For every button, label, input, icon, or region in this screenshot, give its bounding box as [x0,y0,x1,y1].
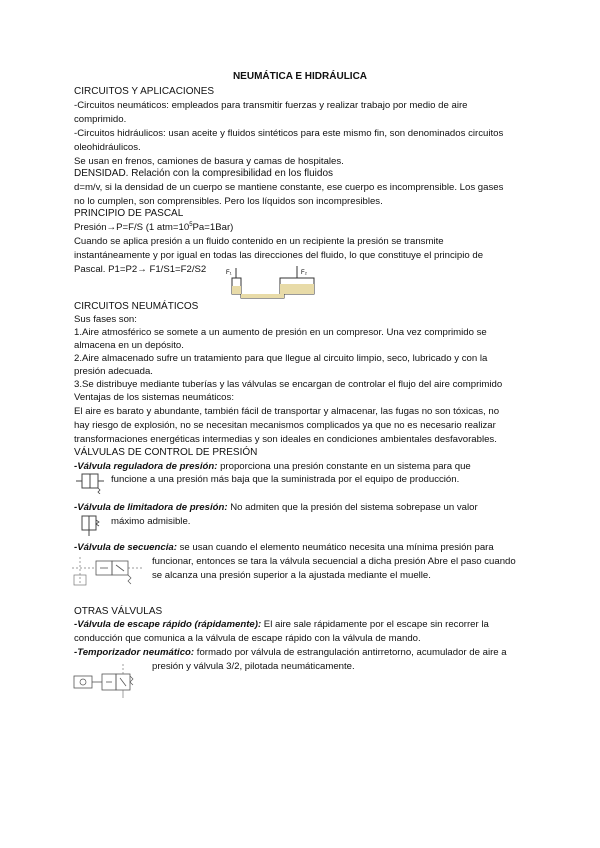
paragraph-line: d=m/v, si la densidad de un cuerpo se mantiene constante, ese cuerpo es incomprensible. Los gases [74,182,504,193]
paragraph-line: funcionar, entonces se tara la válvula secuencial a dicha presión Abre el paso cuando [152,556,516,567]
pascal-formula [74,222,233,234]
valve-text: formado por válvula de estrangulación antirretorno, acumulador de aire a [194,647,507,658]
paragraph-line: comprimido. [74,114,127,125]
valve-name: -Válvula de limitadora de presión: [74,502,228,513]
paragraph-line: Pascal. P1=P2→ F1/S1=F2/S2 [74,264,207,275]
formula-exponent: 5 [189,222,193,228]
valve-description [74,502,478,514]
valve-description [74,461,471,473]
formula-text: Presión→P=F/S (1 atm=10 [74,222,190,233]
paragraph-line: presión adecuada. [74,366,153,377]
paragraph-line: funcione a una presión más baja que la suministrada por el equipo de producción. [111,474,460,485]
section-heading-pascal: PRINCIPIO DE PASCAL [74,208,184,219]
paragraph-line: transformaciones energéticas intermedias y son ideales en condiciones ambientales desfavorables. [74,434,497,445]
paragraph-line: -Circuitos neumáticos: empleados para transmitir fuerzas y realizar trabajo por medio de aire [74,100,468,111]
pneumatic-timer-symbol [72,662,152,700]
paragraph-line: conducción que comunica a la válvula de escape rápido con la válvula de mando. [74,633,421,644]
force-label: F₁ [226,270,232,276]
paragraph-line: almacena en un depósito. [74,340,184,351]
valve-name: -Válvula de escape rápido (rápidamente): [74,619,262,630]
paragraph-line: 2.Aire almacenado sufre un tratamiento para que llegue al circuito limpio, seco, lubricado y con la [74,353,488,364]
section-heading-densidad: DENSIDAD. Relación con la compresibilidad en los fluidos [74,168,334,179]
pascal-diagram [222,264,322,304]
paragraph-line: -Circuitos hidráulicos: usan aceite y fluidos sintéticos para este mismo fin, son denominados circuitos [74,128,504,139]
paragraph-line: Se usan en frenos, camiones de basura y camas de hospitales. [74,156,344,167]
paragraph-line: Cuando se aplica presión a un fluido contenido en un recipiente la presión se transmite [74,236,444,247]
pressure-regulator-symbol [76,470,106,494]
section-heading-valvulas: VÁLVULAS DE CONTROL DE PRESIÓN [74,447,258,458]
valve-name: -Válvula de secuencia: [74,542,177,553]
valve-text: se usan cuando el elemento neumático necesita una mínima presión para [176,542,494,553]
paragraph-line: presión y válvula 3/2, pilotada neumáticamente. [152,661,355,672]
paragraph-line: no lo cumplen, son comprensibles. Pero los líquidos son incompresibles. [74,196,383,207]
section-heading-circuitos: CIRCUITOS Y APLICACIONES [74,86,215,97]
valve-description [74,647,507,659]
paragraph-line: se alcanza una presión superior a la ajustada mediante el muelle. [152,570,431,581]
paragraph-line: Ventajas de los sistemas neumáticos: [74,392,234,403]
formula-text: Pa=1Bar) [192,222,234,233]
page-title: NEUMÁTICA E HIDRÁULICA [232,71,368,82]
valve-description [74,619,489,631]
paragraph-line: Sus fases son: [74,314,137,325]
force-label: F₂ [301,270,307,276]
valve-text: El aire sale rápidamente por el escape sin recorrer la [261,619,489,630]
valve-text: No admiten que la presión del sistema sobrepase un valor [227,502,478,513]
paragraph-line: hay riesgo de explosión, no se necesitan mecanismos complicados ya que no es necesario realizar [74,420,496,431]
sequence-valve-symbol [70,553,150,589]
section-heading-otras: OTRAS VÁLVULAS [74,606,163,617]
section-heading-neumaticos: CIRCUITOS NEUMÁTICOS [74,301,199,312]
paragraph-line: instantáneamente y por igual en todas las direcciones del fluido, lo que constituye el principio de [74,250,484,261]
paragraph-line: El aire es barato y abundante, también fácil de transportar y almacenar, las fugas no son tóxicas, no [74,406,500,417]
valve-name: -Válvula reguladora de presión: [74,461,218,472]
paragraph-line: 3.Se distribuye mediante tuberías y las válvulas se encargan de controlar el flujo del aire comprimido [74,379,503,390]
paragraph-line: oleohidráulicos. [74,142,141,153]
relief-valve-symbol [78,512,108,536]
valve-name: -Temporizador neumático: [74,647,195,658]
valve-text: proporciona una presión constante en un sistema para que [217,461,471,472]
paragraph-line: máximo admisible. [111,516,191,527]
paragraph-line: 1.Aire atmosférico se somete a un aumento de presión en un compresor. Una vez comprimido se [74,327,487,338]
